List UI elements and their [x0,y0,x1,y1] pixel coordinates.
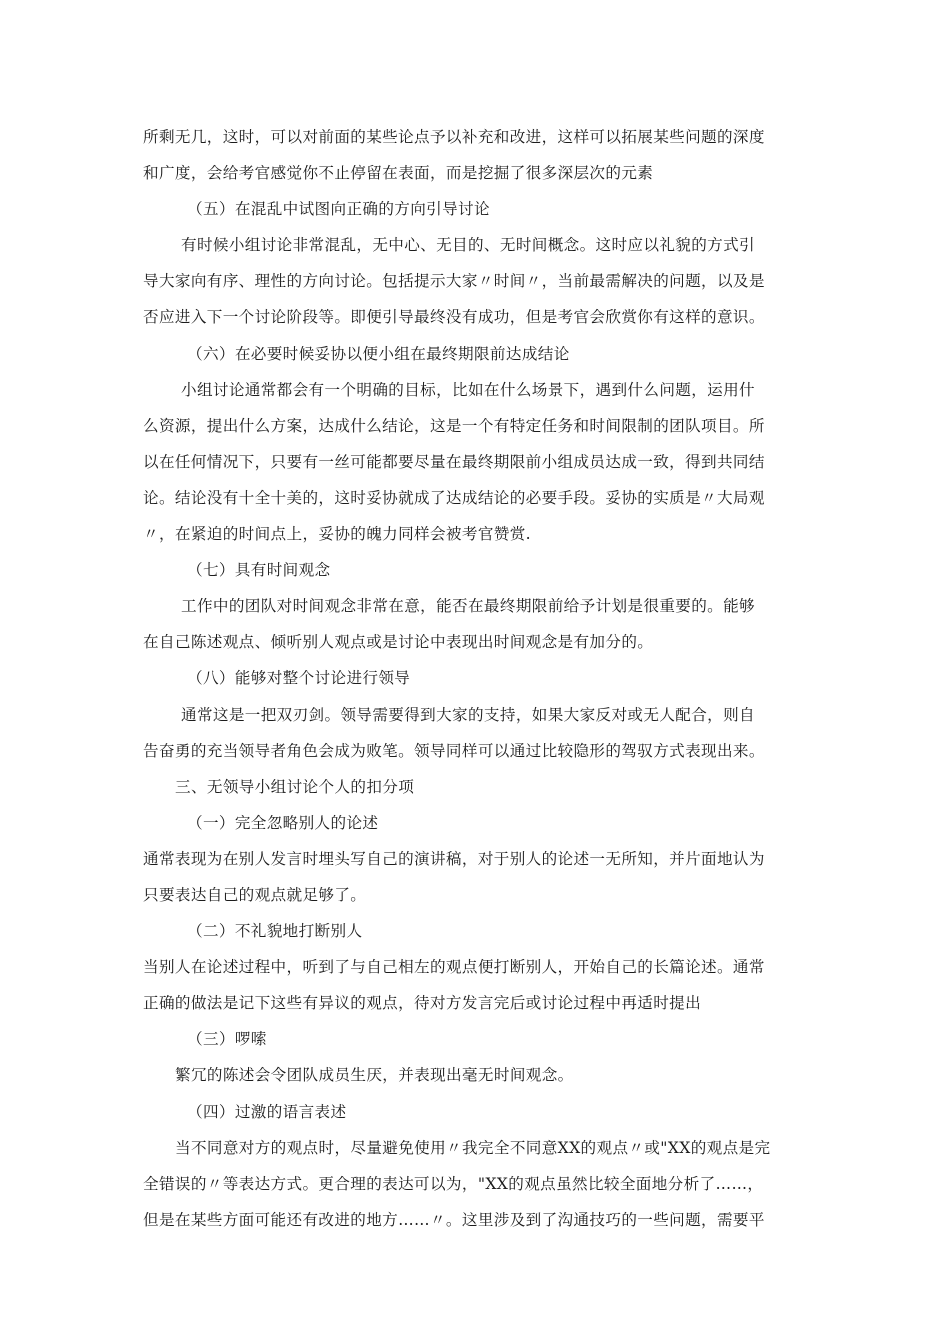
subheading: （四）过激的语言表述 [187,1102,347,1121]
text-line: 全错误的〃等表达方式。更合理的表达可以为，"XX的观点虽然比较全面地分析了……， [143,1174,764,1193]
text-line: 但是在某些方面可能还有改进的地方……〃。这里涉及到了沟通技巧的一些问题，需要平 [143,1210,765,1229]
section-heading: 三、无领导小组讨论个人的扣分项 [175,777,415,796]
subheading: （三）啰嗦 [187,1030,267,1049]
subheading: （二）不礼貌地打断别人 [187,922,363,941]
paragraph-start: 当不同意对方的观点时，尽量避免使用〃我完全不同意XX的观点〃或"XX的观点是完 [175,1138,771,1157]
paragraph-start: 小组讨论通常都会有一个明确的目标，比如在什么场景下，遇到什么问题，运用什 [181,380,755,399]
text-line: 在自己陈述观点、倾听别人观点或是讨论中表现出时间观念是有加分的。 [143,633,654,652]
paragraph-start: 通常这是一把双刃剑。领导需要得到大家的支持，如果大家反对或无人配合，则自 [181,705,755,724]
text-line: 当别人在论述过程中，听到了与自己相左的观点便打断别人，开始自己的长篇论述。通常 [143,958,765,977]
subheading: （八）能够对整个讨论进行领导 [187,669,411,688]
text-line: 〃，在紧迫的时间点上，妥协的魄力同样会被考官赞赏. [143,525,531,544]
text-line: 论。结论没有十全十美的，这时妥协就成了达成结论的必要手段。妥协的实质是〃大局观 [143,488,765,507]
text-line: 只要表达自己的观点就足够了。 [143,885,367,904]
document-body [143,119,809,1238]
text-line: 所剩无几，这时，可以对前面的某些论点予以补充和改进，这样可以拓展某些问题的深度 [143,128,765,146]
subheading: （七）具有时间观念 [187,561,331,580]
text-line: 以在任何情况下，只要有一丝可能都要尽量在最终期限前小组成员达成一致，得到共同结 [143,452,765,471]
text-line: 否应进入下一个讨论阶段等。即便引导最终没有成功，但是考官会欣赏你有这样的意识。 [143,308,765,327]
subheading: （一）完全忽略别人的论述 [187,813,379,832]
text-line: 通常表现为在别人发言时埋头写自己的演讲稿，对于别人的论述一无所知，并片面地认为 [143,849,765,868]
paragraph-start: 繁冗的陈述会令团队成员生厌，并表现出毫无时间观念。 [175,1066,574,1085]
text-line: 告奋勇的充当领导者角色会成为败笔。领导同样可以通过比较隐形的驾驭方式表现出来。 [143,741,765,760]
subheading: （五）在混乱中试图向正确的方向引导讨论 [187,200,490,219]
text-line: 导大家向有序、理性的方向讨论。包括提示大家〃时间〃，当前最需解决的问题，以及是 [143,272,765,291]
paragraph-start: 有时候小组讨论非常混乱，无中心、无目的、无时间概念。这时应以礼貌的方式引 [181,236,755,255]
text-line: 和广度，会给考官感觉你不止停留在表面，而是挖掘了很多深层次的元素 [143,164,654,183]
text-line: 正确的做法是记下这些有异议的观点，待对方发言完后或讨论过程中再适时提出 [143,994,702,1013]
subheading: （六）在必要时候妥协以便小组在最终期限前达成结论 [187,344,570,363]
text-line: 么资源，提出什么方案，达成什么结论，这是一个有特定任务和时间限制的团队项目。所 [143,416,765,435]
paragraph-start: 工作中的团队对时间观念非常在意，能否在最终期限前给予计划是很重要的。能够 [181,597,755,616]
